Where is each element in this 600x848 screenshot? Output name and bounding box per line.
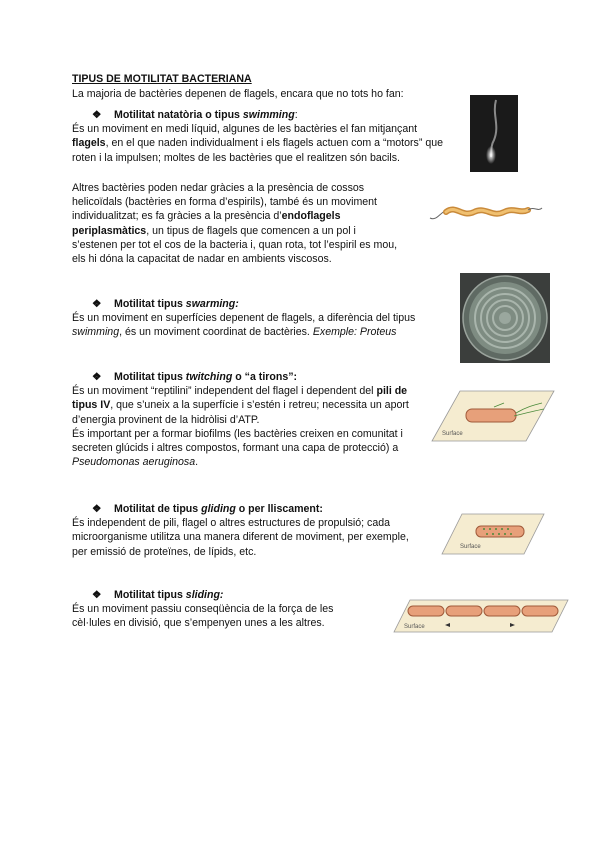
text-line: És un moviment en superfícies depenent de flagels, a diferència del tipus [72,312,416,325]
heading-gliding: ❖ Motilitat de tipus gliding o per lliscament: [92,503,323,515]
surface-label: Surface [442,431,463,437]
text-line: s’estenen per tot el cos de la bacteria i, quan rota, tot l’espiril es mou, [72,238,398,251]
section-gliding [72,502,452,559]
text-line: per emissió de proteïnes, de lípids, etc. [72,545,257,558]
heading-sliding: ❖ Motilitat tipus sliding: [92,589,224,601]
gliding-surface-figure [440,512,546,556]
section-swarming [72,297,452,340]
text-line: cèl·lules en divisió, que s’empenyen unes a les altres. [72,617,325,630]
swimming-bacterium-photo [470,95,518,172]
heading-swarming: ❖ Motilitat tipus swarming: [92,298,239,310]
text-line: Altres bactèries poden nedar gràcies a la presència de cossos [72,182,365,194]
swarming-petri-dish-figure [460,273,550,363]
bullet-diamond-icon: ❖ [92,298,102,310]
text-line: secreten glúcids i altres compostos, formant una capa de protecció) a [72,442,399,455]
bullet-diamond-icon: ❖ [92,371,102,383]
text-line: tipus IV, que s’uneix a la superfície i s’estén i retreu; necessita un aport [72,399,409,412]
text-line: helicoïdals (bactèries en forma d’espirils), també és un moviment [72,196,377,209]
twitching-surface-figure [430,385,556,447]
text-line: microorganisme utilitza una manera diferent de moviment, per exemple, [72,531,409,544]
section-spiral [72,181,432,266]
intro-text: La majoria de bactèries depenen de flagels, encara que no tots ho fan: [72,88,404,100]
heading-swimming: ❖ Motilitat natatòria o tipus swimming: [92,109,298,121]
text-line: És un moviment passiu conseqüència de la força de les [72,603,334,616]
section-swimming [72,108,472,165]
spirillum-bacterium-figure [428,198,544,228]
bullet-diamond-icon: ❖ [92,589,102,601]
text-line: És un moviment en medi líquid, algunes de les bactèries el fan mitjançant [72,123,418,136]
bullet-diamond-icon: ❖ [92,503,102,515]
sliding-surface-figure [392,598,570,634]
text-line: els hi dóna la capacitat de nadar en ambients viscosos. [72,253,332,266]
text-line: És important per a formar biofilms (les bactèries creixen en comunitat i [72,427,403,440]
surface-label: Surface [404,624,425,630]
text-line: flagels, en el que naden individualment i els flagels actuen com a “motors” que [72,137,443,150]
text-line: d’energia provinent de la hidròlisi d’ATP. [72,413,260,426]
text-line: swimming, és un moviment coordinat de bactèries. Exemple: Proteus [72,326,397,339]
text-line: individualitzat; es fa gràcies a la presència d’endoflagels [72,210,341,223]
page-title: TIPUS DE MOTILITAT BACTERIANA [72,73,252,85]
text-line: periplasmàtics, un tipus de flagels que comencen a un pol i [72,224,356,237]
section-sliding [72,588,392,631]
heading-twitching: ❖ Motilitat tipus twitching o “a tirons”: [92,371,298,383]
bullet-diamond-icon: ❖ [92,109,102,121]
text-line: És un moviment “reptilini” independent del flagel i dependent del pili de [72,385,408,398]
surface-label: Surface [460,544,481,550]
text-line: Pseudomonas aeruginosa. [72,456,199,469]
section-twitching [72,370,462,469]
text-line: És independent de pili, flagel o altres estructures de propulsió; cada [72,517,391,530]
text-line: roten i la impulsen; moltes de les bactèries que el realitzen són bacils. [72,151,400,164]
